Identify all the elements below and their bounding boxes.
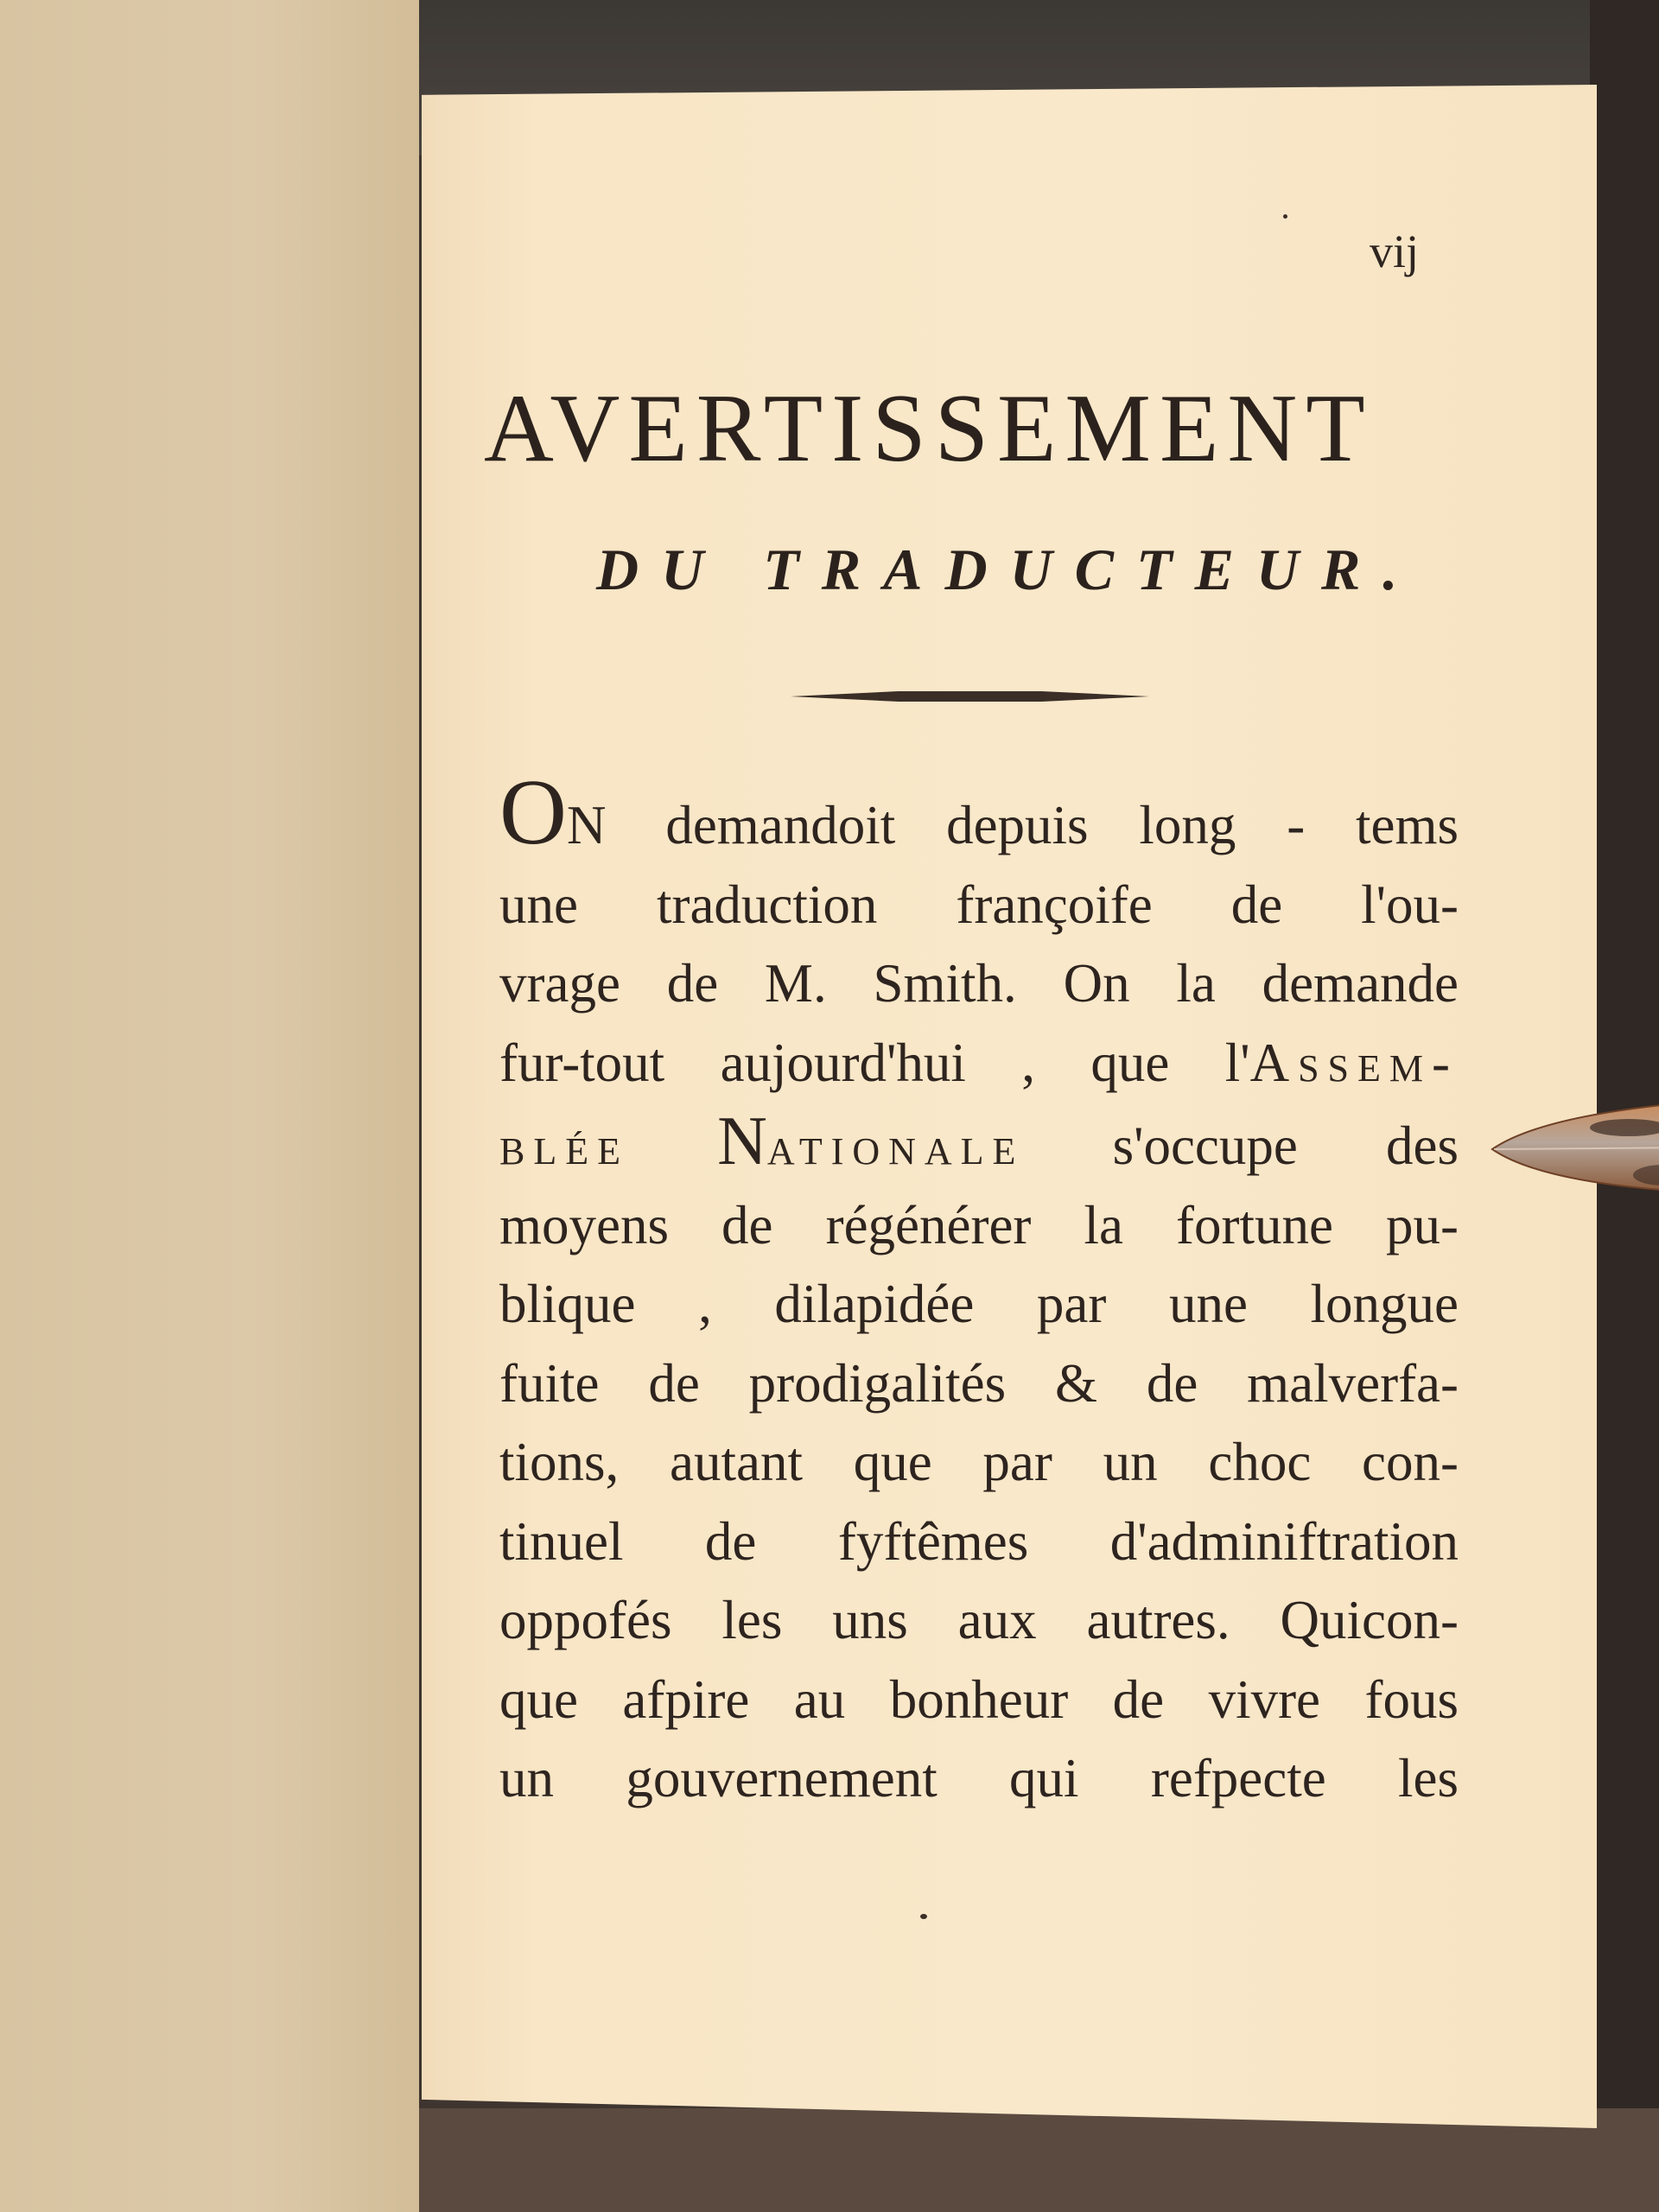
text-line: une traduction françoife de l'ou- <box>499 874 1459 935</box>
text-line: un gouvernement qui refpecte les <box>499 1748 1459 1808</box>
body-text <box>499 761 1459 1819</box>
text-line <box>499 761 1459 866</box>
page-subtitle: DU TRADUCTEUR. <box>596 537 1421 602</box>
text-line <box>499 1103 1459 1186</box>
line-text: fur-tout aujourd'hui , que l' <box>499 1032 1250 1093</box>
text-line: tinuel de fyftêmes d'adminiftration <box>499 1510 1459 1572</box>
ink-speck <box>920 1914 927 1919</box>
line-text: s'occupe des <box>1024 1116 1459 1176</box>
left-page <box>0 0 419 2212</box>
text-line: oppofés les uns aux autres. Quicon- <box>499 1590 1459 1650</box>
pen-tip-icon <box>1491 1097 1659 1197</box>
drop-cap: O <box>499 761 567 864</box>
ink-speck <box>1283 214 1287 219</box>
text-line: tions, autant que par un choc con- <box>499 1432 1459 1492</box>
small-caps: blée <box>499 1116 629 1176</box>
text-line <box>499 1024 1459 1103</box>
small-caps: ationale <box>766 1116 1025 1176</box>
text-line: moyens de régénérer la fortune pu- <box>499 1194 1459 1255</box>
small-caps: Assem- <box>1249 1032 1459 1093</box>
capital: N <box>717 1103 767 1179</box>
small-caps: N <box>567 795 615 855</box>
text-line: vrage de M. Smith. On la demande <box>499 953 1459 1014</box>
text-line: que afpire au bonheur de vivre fous <box>499 1669 1459 1730</box>
text-line: fuite de prodigalités & de malverfa- <box>499 1352 1459 1414</box>
line-text: demandoit depuis long - tems <box>614 795 1459 855</box>
page-title: AVERTISSEMENT <box>484 375 1374 482</box>
text-line: blique , dilapidée par une longue <box>499 1274 1459 1334</box>
page-number: vij <box>1370 226 1420 277</box>
